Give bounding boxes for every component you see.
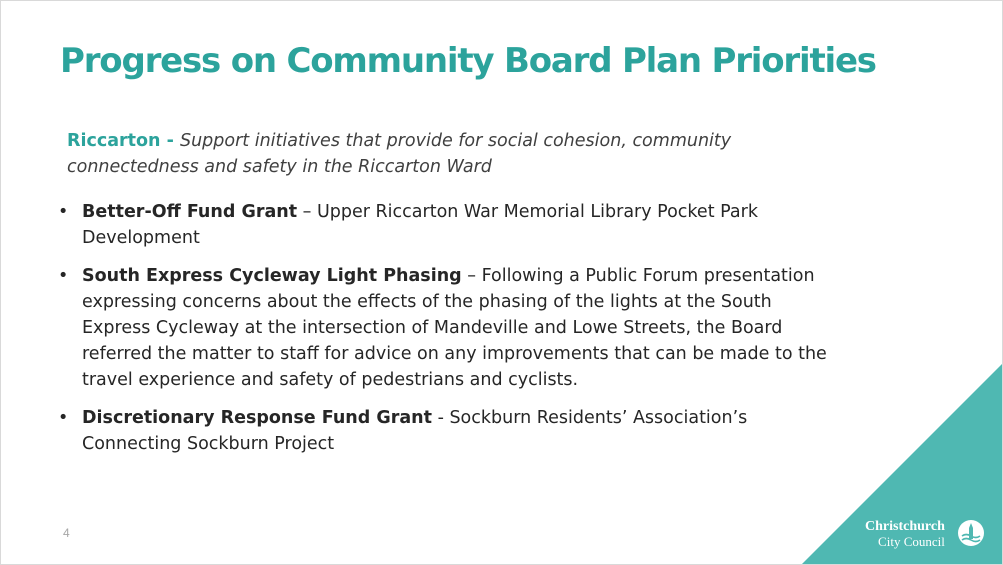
item-text: – Upper Riccarton War Memorial Library Pocket Park Development	[82, 202, 758, 248]
bullet: •	[58, 266, 69, 286]
council-logo	[865, 518, 995, 550]
item-heading: Discretionary Response Fund Grant	[82, 408, 432, 428]
page-number: 4	[63, 526, 70, 540]
subtitle	[67, 128, 857, 180]
priority-list	[58, 199, 838, 469]
christchurch-cathedral-icon	[957, 519, 985, 547]
list-item	[58, 199, 838, 251]
logo-line-1: Christchurch	[865, 519, 945, 534]
logo-line-2: City Council	[878, 534, 945, 549]
ward-label: Riccarton -	[67, 131, 180, 151]
item-text: – Following a Public Forum presentation expressing concerns about the effects of the phasing of the lights at the South Express Cycleway at the intersection of Mandeville and Lowe Streets, the Board referred the matter to staff for advice on any improvements that can be made to the travel experience and safety of pedestrians and cyclists.	[82, 266, 827, 390]
bullet: •	[58, 202, 69, 222]
list-item	[58, 263, 838, 393]
item-text: - Sockburn Residents’ Association’s Connecting Sockburn Project	[82, 408, 748, 454]
bullet: •	[58, 408, 69, 428]
item-heading: Better-Off Fund Grant	[82, 202, 298, 222]
ward-description: Support initiatives that provide for social cohesion, community connectedness and safety in the Riccarton Ward	[67, 131, 732, 177]
list-item	[58, 405, 838, 457]
logo-text	[865, 519, 945, 549]
item-heading: South Express Cycleway Light Phasing	[82, 266, 462, 286]
slide-title: Progress on Community Board Plan Priorities	[60, 41, 876, 81]
